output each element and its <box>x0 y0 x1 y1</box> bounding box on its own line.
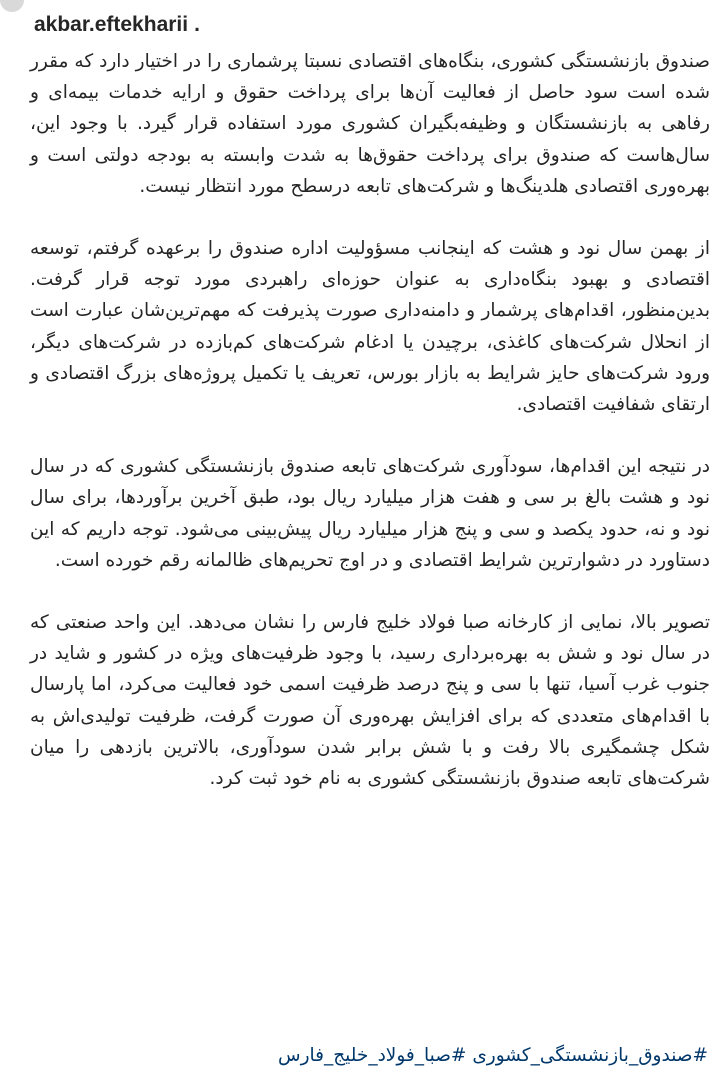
caption-paragraph: تصویر بالا، نمایی از کارخانه صبا فولاد خلیج فارس را نشان می‌دهد. این واحد صنعتی که در سال نود و شش به بهره‌برداری رسید، با وجود ظرفیت‌های ویژه در کشور و شاید در جنوب غرب آسیا، تنها با سی و پنج درصد ظرفیت اسمی خود فعالیت می‌کرد، اما پارسال با اقدام‌های متعددی که برای افزایش بهره‌وری آن صورت گرفت، ظرفیت تولیدی‌اش به شکل چشمگیری بالا رفت و با شش برابر شدن سودآوری، بالاترین بازدهی را میان شرکت‌های تابعه صندوق بازنشستگی کشوری به نام خود ثبت کرد. <box>30 612 710 790</box>
hashtag-link[interactable]: #صبا_فولاد_خلیج_فارس <box>277 1045 467 1066</box>
caption-paragraph: در نتیجه این اقدام‌ها، سودآوری شرکت‌های تابعه صندوق بازنشستگی کشوری که در سال نود و هشت بالغ بر سی و هفت هزار میلیارد ریال بود، طبق آخرین برآوردها، برای سال نود و نه، حدود یکصد و سی و پنج هزار میلیارد ریال پیش‌بینی می‌شود. توجه داریم که این دستاورد در دشوارترین شرایط اقتصادی و در اوج تحریم‌های ظالمانه رقم خورده است. <box>30 456 710 571</box>
caption-paragraph: از بهمن سال نود و هشت که اینجانب مسؤولیت اداره صندوق را برعهده گرفتم، توسعه اقتصادی و بهبود بنگاه‌داری به عنوان حوزه‌ای راهبردی مورد توجه قرار گرفت. بدین‌منظور، اقدام‌های پرشمار و دامنه‌داری صورت پذیرفت که مهم‌ترین‌شان عبارت است از انحلال شرکت‌های کاغذی، برچیدن یا ادغام شرکت‌های کم‌بازده در شرکت‌های دیگر، ورود شرکت‌های حایز شرایط به بازار بورس، تعریف یا تکمیل پروژه‌های بزرگ اقتصادی و ارتقای شفافیت اقتصادی. <box>30 238 710 416</box>
username-dot: . <box>194 13 200 36</box>
hashtag-line <box>278 1040 708 1071</box>
caption-paragraph: صندوق بازنشستگی کشوری، بنگاه‌های اقتصادی نسبتا پرشماری را در اختیار دارد که مقرر شده است سود حاصل از فعالیت آن‌ها برای پرداخت حقوق و ارایه خدمات بیمه‌ای و رفاهی به بازنشستگان و وظیفه‌بگیران کشوری مورد استفاده قرار گیرد. با وجود این، سال‌هاست که صندوق برای پرداخت حقوق‌ها به شدت وابسته به بودجه دولتی است و بهره‌وری اقتصادی هلدینگ‌ها و شرکت‌های تابعه درسطح مورد انتظار نیست. <box>30 51 710 197</box>
hashtag-link[interactable]: #صندوق_بازنشستگی_کشوری <box>472 1045 708 1066</box>
post-header <box>34 8 200 42</box>
username-link[interactable]: akbar.eftekharii <box>34 13 189 36</box>
post-caption <box>30 46 710 825</box>
avatar[interactable] <box>0 0 24 12</box>
